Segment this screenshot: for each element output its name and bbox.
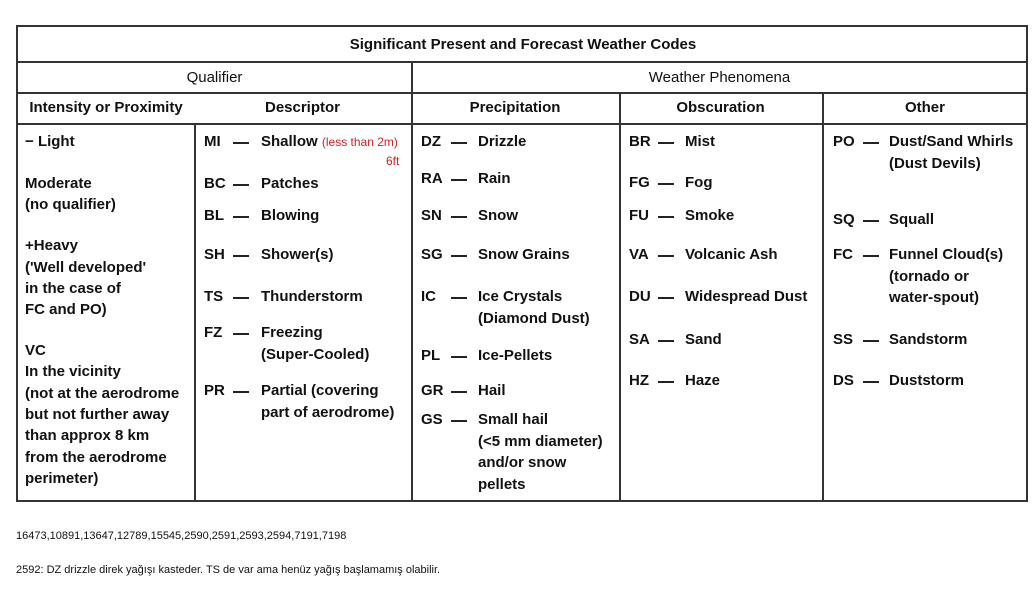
obsc-code-fu: FU xyxy=(629,207,649,224)
precip-label-small-hail-note-1: (<5 mm diameter) xyxy=(478,433,603,450)
other-label-squall: Squall xyxy=(889,211,935,228)
precip-label-snow-grains: Snow Grains xyxy=(478,246,570,263)
obsc-label-volcanic-ash: Volcanic Ash xyxy=(685,246,778,263)
obsc-label-fog: Fog xyxy=(685,174,713,191)
dash xyxy=(451,142,467,144)
obsc-code-du: DU xyxy=(629,288,651,305)
table-title: Significant Present and Forecast Weather Codes xyxy=(349,36,697,53)
precip-code-ra: RA xyxy=(421,170,443,187)
descriptor-label-partial-note: part of aerodrome) xyxy=(261,404,395,421)
dash xyxy=(451,356,467,358)
obsc-label-smoke: Smoke xyxy=(685,207,735,224)
shallow-annotation-ft: 6ft xyxy=(386,154,400,168)
intensity-heavy-note-1: ('Well developed' xyxy=(25,259,147,276)
descriptor-code-ts: TS xyxy=(204,288,224,305)
intensity-light xyxy=(25,131,75,152)
intensity-vc-note-4: than approx 8 km xyxy=(25,427,150,444)
group-qualifier: Qualifier xyxy=(186,69,243,86)
descriptor-label-thunderstorm: Thunderstorm xyxy=(261,288,363,305)
col-other: Other xyxy=(904,99,945,116)
descriptor-code-bl: BL xyxy=(204,207,224,224)
precip-label-rain: Rain xyxy=(478,170,511,187)
other-label-sandstorm: Sandstorm xyxy=(889,331,968,348)
title-divider xyxy=(18,61,1028,63)
dash xyxy=(863,255,879,257)
other-label-funnel-cloud: Funnel Cloud(s) xyxy=(889,246,1004,263)
precip-label-small-hail-note-3: pellets xyxy=(478,476,526,493)
other-label-funnel-note-2: water-spout) xyxy=(889,289,979,306)
precip-label-small-hail: Small hail xyxy=(478,411,549,428)
intensity-vc-note-1: In the vicinity xyxy=(25,363,121,380)
header-divider xyxy=(18,123,1028,125)
obsc-code-hz: HZ xyxy=(629,372,649,389)
obsc-code-va: VA xyxy=(629,246,649,263)
dash xyxy=(233,297,249,299)
dash xyxy=(658,142,674,144)
dash xyxy=(863,340,879,342)
descriptor-code-sh: SH xyxy=(204,246,225,263)
dash xyxy=(658,297,674,299)
precip-label-ice-pellets: Ice-Pellets xyxy=(478,347,553,364)
dash xyxy=(233,142,249,144)
descriptor-label-shallow xyxy=(261,131,398,153)
obsc-code-br: BR xyxy=(629,133,651,150)
dash xyxy=(658,183,674,185)
weather-codes-table xyxy=(16,25,1028,502)
precip-label-snow: Snow xyxy=(478,207,518,224)
dash xyxy=(233,184,249,186)
obsc-code-sa: SA xyxy=(629,331,650,348)
precip-code-dz: DZ xyxy=(421,133,441,150)
intensity-moderate: Moderate xyxy=(25,175,92,192)
intensity-moderate-note: (no qualifier) xyxy=(25,196,116,213)
minus-sign: − xyxy=(25,133,34,150)
dash xyxy=(233,216,249,218)
dash xyxy=(451,391,467,393)
precip-code-gr: GR xyxy=(421,382,444,399)
dash xyxy=(451,179,467,181)
precip-code-gs: GS xyxy=(421,411,443,428)
precip-code-sn: SN xyxy=(421,207,442,224)
col-divider-1 xyxy=(194,123,196,502)
other-label-duststorm: Duststorm xyxy=(889,372,965,389)
precip-code-pl: PL xyxy=(421,347,441,364)
obsc-label-mist: Mist xyxy=(685,133,715,150)
col-descriptor: Descriptor xyxy=(264,99,341,116)
intensity-heavy xyxy=(25,235,78,256)
other-label-dust-whirls: Dust/Sand Whirls xyxy=(889,133,1014,150)
obsc-code-fg: FG xyxy=(629,174,650,191)
descriptor-label-partial: Partial (covering xyxy=(261,382,379,399)
dash xyxy=(658,216,674,218)
dash xyxy=(451,255,467,257)
intensity-vc-note-5: from the aerodrome xyxy=(25,449,167,466)
descriptor-shallow-text: Shallow xyxy=(261,133,318,150)
id-list: 16473,10891,13647,12789,15545,2590,2591,2593,2594,7191,7198 xyxy=(16,530,347,542)
col-obscuration: Obscuration xyxy=(676,99,765,116)
col-divider-3 xyxy=(619,92,621,502)
other-code-po: PO xyxy=(833,133,855,150)
obsc-label-sand: Sand xyxy=(685,331,722,348)
dash xyxy=(863,142,879,144)
dash xyxy=(863,220,879,222)
col-precipitation: Precipitation xyxy=(469,99,561,116)
descriptor-code-pr: PR xyxy=(204,382,225,399)
group-divider xyxy=(18,92,1028,94)
col-divider-4 xyxy=(822,92,824,502)
descriptor-label-patches: Patches xyxy=(261,175,319,192)
other-label-funnel-note-1: (tornado or xyxy=(889,268,969,285)
intensity-heavy-note-3: FC and PO) xyxy=(25,301,107,318)
dash xyxy=(451,216,467,218)
intensity-vc-note-3: but not further away xyxy=(25,406,170,423)
other-code-ds: DS xyxy=(833,372,854,389)
plus-sign: + xyxy=(25,237,34,254)
precip-label-small-hail-note-2: and/or snow xyxy=(478,454,567,471)
obsc-label-haze: Haze xyxy=(685,372,721,389)
intensity-vc-note-6: perimeter) xyxy=(25,470,99,487)
descriptor-code-mi: MI xyxy=(204,133,221,150)
descriptor-label-blowing: Blowing xyxy=(261,207,320,224)
intensity-light-label: Light xyxy=(37,133,75,150)
precip-label-drizzle: Drizzle xyxy=(478,133,527,150)
comment-note: 2592: DZ drizzle direk yağışı kasteder. TS de var ama henüz yağış başlamamış olabilir. xyxy=(16,564,441,576)
dash xyxy=(233,333,249,335)
col-intensity: Intensity or Proximity xyxy=(29,99,183,116)
dash xyxy=(658,381,674,383)
descriptor-code-fz: FZ xyxy=(204,324,223,341)
intensity-heavy-label: Heavy xyxy=(33,237,78,254)
precip-code-sg: SG xyxy=(421,246,443,263)
descriptor-label-showers: Shower(s) xyxy=(261,246,334,263)
group-weather-phenomena: Weather Phenomena xyxy=(648,69,791,86)
dash xyxy=(233,255,249,257)
other-code-fc: FC xyxy=(833,246,853,263)
other-label-dust-devils: (Dust Devils) xyxy=(889,155,981,172)
shallow-annotation: (less than 2m) xyxy=(321,135,398,149)
dash xyxy=(658,255,674,257)
precip-label-ice-crystals-note: (Diamond Dust) xyxy=(478,310,590,327)
intensity-heavy-note-2: in the case of xyxy=(25,280,121,297)
dash xyxy=(451,297,467,299)
dash xyxy=(233,391,249,393)
intensity-vc-note-2: (not at the aerodrome xyxy=(25,385,180,402)
intensity-vc: VC xyxy=(25,342,46,359)
descriptor-label-freezing-note: (Super-Cooled) xyxy=(261,346,370,363)
col-divider-2 xyxy=(411,61,413,502)
dash xyxy=(658,340,674,342)
dash xyxy=(863,381,879,383)
precip-label-ice-crystals: Ice Crystals xyxy=(478,288,563,305)
precip-label-hail: Hail xyxy=(478,382,506,399)
descriptor-code-bc: BC xyxy=(204,175,226,192)
descriptor-label-freezing: Freezing xyxy=(261,324,323,341)
obsc-label-widespread-dust: Widespread Dust xyxy=(685,288,808,305)
dash xyxy=(451,420,467,422)
other-code-ss: SS xyxy=(833,331,854,348)
precip-code-ic: IC xyxy=(421,288,436,305)
other-code-sq: SQ xyxy=(833,211,855,228)
